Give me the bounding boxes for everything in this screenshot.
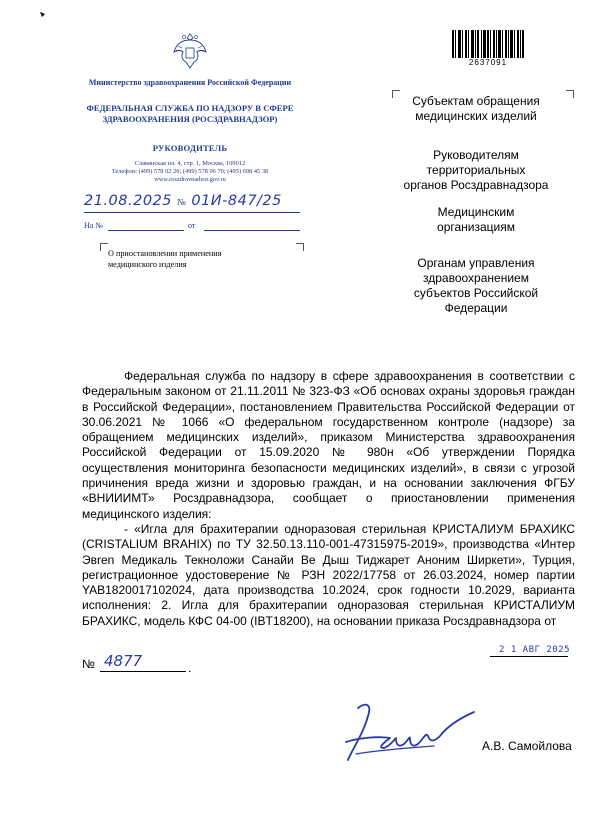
russian-coat-of-arms-icon (172, 30, 208, 70)
registration-number-sign: № (177, 197, 187, 207)
order-date-stamp: 2 1 АВГ 2025 (499, 645, 571, 655)
corner-mark-icon (40, 12, 45, 17)
addressee-line: территориальных (426, 163, 526, 177)
address-phone: Телефон: (499) 578 02 20; (499) 578 06 70; (495) 698 45 38 (111, 168, 269, 175)
reply-to-label: На № (84, 221, 103, 230)
registration-date: 21.08.2025 (84, 193, 173, 209)
address-street: Славянская пл. 4, стр. 1, Москва, 109012 (134, 160, 246, 167)
subject-line-2: медицинского изделия (108, 259, 187, 269)
registration-line (84, 193, 282, 209)
letter-body (82, 369, 575, 629)
order-trailing: . (188, 661, 192, 675)
service-name: ФЕДЕРАЛЬНАЯ СЛУЖБА ПО НАДЗОРУ В СФЕРЕ ЗДРАВООХРАНЕНИЯ (РОСЗДРАВНАДЗОР) (86, 103, 294, 124)
subject-corner-tl (100, 243, 108, 251)
barcode-number: 2637091 (468, 58, 508, 67)
subject-line-1: О приостановлении применения (108, 249, 222, 258)
addressee-line: Органам управления (417, 256, 535, 270)
order-number-sign: № (82, 657, 95, 671)
handwritten-signature (338, 698, 478, 770)
letter-subject (108, 249, 221, 270)
addressee-line: Медицинским (437, 205, 515, 219)
order-number: 4877 (104, 652, 143, 670)
barcode-icon (452, 30, 524, 58)
addressee-line: медицинских изделий (415, 109, 537, 123)
addressee-3 (396, 205, 556, 235)
body-paragraph-2: - «Игла для брахитерапии одноразовая стерильная КРИСТАЛИУМ БРАХИКС (CRISTALIUM BRAHIX) по ТУ 32.50.13.110-001-47315975-2019», производства «Интер Эвren Медикаль Текноложи Санайи Ве Дыш Тиджарет Аноним Ширкети», Турция, регистрационное удостоверение № РЗН 2022/17758 от 26.03.2024, номер партии YAB1820017102024, дата производства 10.2024, срок годности 10.2029, варианта исполнения: 2. Игла для брахитерапии одноразовая стерильная КРИСТАЛИУМ БРАХИКС, модель КФС 04-00 (IBT18200), на основании приказа Росздравнадзора от (82, 521, 575, 628)
address-website: www.roszdravnadzor.gov.ru (154, 176, 226, 183)
head-title: РУКОВОДИТЕЛЬ (152, 143, 228, 153)
ministry-name: Министерство здравоохранения Российской Федерации (88, 78, 292, 87)
addressee-line: субъектов Российской (413, 286, 539, 300)
addressee-4 (396, 256, 556, 316)
order-number-line (100, 671, 186, 672)
addressee-corner-tr (566, 90, 574, 98)
subject-corner-tr (296, 243, 304, 251)
reply-number-line (108, 230, 184, 231)
addressee-line: органов Росздравнадзора (403, 178, 549, 192)
date-underline (84, 212, 300, 213)
registration-number: 01И-847/25 (191, 193, 282, 209)
addressee-line: здравоохранением (423, 271, 529, 285)
addressee-1 (396, 94, 556, 124)
body-paragraph-1: Федеральная служба по надзору в сфере здравоохранения в соответствии с Федеральным законом от 21.11.2011 № 323-ФЗ «Об основах охраны здоровья граждан в Российской Федерации», постановлением Правительства Российской Федерации от 30.06.2021 № 1066 «О федеральном государственном контроле (надзоре) за обращением медицинских изделий», приказом Министерства здравоохранения Российской Федерации от 15.09.2020 № 980н «Об утверждении Порядка осуществления мониторинга безопасности медицинских изделий», в связи с угрозой причинения вреда жизни и здоровью граждан, и на основании заключения ФГБУ «ВНИИИМТ» Росздравнадзора, сообщает о приостановлении применения медицинского изделия: (82, 369, 575, 521)
addressee-line: Федерации (444, 301, 508, 315)
addressee-2 (396, 148, 556, 193)
addressee-line: Субъектам обращения (412, 94, 540, 108)
signatory-name: А.В. Самойлова (482, 739, 572, 753)
contact-address (80, 160, 300, 184)
addressee-line: организациям (437, 220, 515, 234)
reply-date-label: от (188, 221, 196, 230)
reply-date-line (204, 230, 300, 231)
addressee-line: Руководителям (433, 148, 519, 162)
order-date-line (490, 656, 568, 657)
